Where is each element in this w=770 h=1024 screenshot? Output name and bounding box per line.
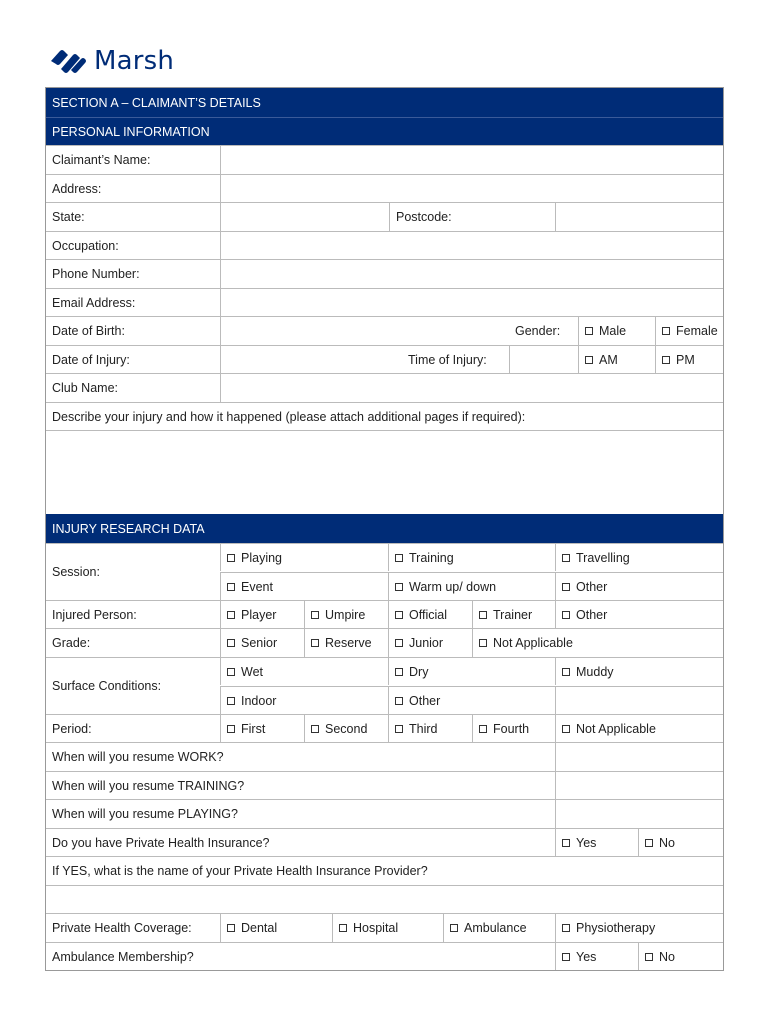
resume-playing-label: When will you resume PLAYING? <box>52 807 238 821</box>
third-checkbox[interactable] <box>395 725 403 733</box>
phone-label: Phone Number: <box>52 267 140 281</box>
describe-label: Describe your injury and how it happened (please attach additional pages if required): <box>52 409 526 424</box>
period-na-option[interactable] <box>555 715 723 742</box>
playing-label: Playing <box>241 550 282 565</box>
person-other-label: Other <box>576 607 608 622</box>
dob-label: Date of Birth: <box>52 324 125 338</box>
reserve-label: Reserve <box>325 636 372 650</box>
postcode-label: Postcode: <box>389 203 555 231</box>
marsh-logo-icon <box>48 48 88 74</box>
am-checkbox[interactable] <box>585 356 593 364</box>
am-label: AM <box>599 352 618 367</box>
dental-label: Dental <box>241 921 278 935</box>
second-label: Second <box>325 721 368 736</box>
ambulance-option[interactable] <box>443 914 555 942</box>
session-other-label: Other <box>576 579 608 594</box>
junior-checkbox[interactable] <box>395 639 403 647</box>
fourth-checkbox[interactable] <box>479 725 487 733</box>
reserve-option[interactable] <box>304 629 388 657</box>
claimant-name-label: Claimant’s Name: <box>52 153 151 167</box>
official-label: Official <box>409 607 447 622</box>
surface-other-checkbox[interactable] <box>395 697 403 705</box>
surface-other-option[interactable] <box>388 687 555 714</box>
resume-training-field[interactable] <box>555 772 723 799</box>
physio-label: Physiotherapy <box>576 921 656 935</box>
grade-row <box>46 628 723 657</box>
doi-label: Date of Injury: <box>52 352 130 367</box>
session-warmup-option[interactable] <box>388 573 555 600</box>
indoor-checkbox[interactable] <box>227 697 235 705</box>
grade-na-option[interactable] <box>472 629 723 657</box>
club-row <box>46 373 723 402</box>
club-label: Club Name: <box>52 381 118 395</box>
surface-row <box>46 657 723 714</box>
gender-label: Gender: <box>515 324 561 338</box>
fourth-option[interactable] <box>472 715 555 742</box>
trainer-label: Trainer <box>493 607 533 622</box>
fourth-label: Fourth <box>493 721 530 736</box>
surface-label: Surface Conditions: <box>52 679 162 693</box>
physio-checkbox[interactable] <box>562 924 570 932</box>
indoor-option[interactable] <box>220 687 388 714</box>
hospital-checkbox[interactable] <box>339 924 347 932</box>
session-label: Session: <box>52 565 100 579</box>
session-training-option[interactable] <box>388 544 555 571</box>
trainer-checkbox[interactable] <box>479 611 487 619</box>
gender-male-option[interactable] <box>578 317 655 345</box>
logo-text: Marsh <box>94 46 175 76</box>
phi-row <box>46 828 723 856</box>
time-of-injury-label: Time of Injury: <box>408 352 487 367</box>
senior-checkbox[interactable] <box>227 639 235 647</box>
state-row <box>46 202 723 231</box>
occupation-label: Occupation: <box>52 238 119 253</box>
third-label: Third <box>409 721 438 736</box>
injury-research-header <box>46 514 723 543</box>
ambulance-membership-question: Ambulance Membership? <box>52 949 194 964</box>
period-na-checkbox[interactable] <box>562 725 570 733</box>
person-other-checkbox[interactable] <box>562 611 570 619</box>
player-label: Player <box>241 607 277 622</box>
personal-info-title: PERSONAL INFORMATION <box>52 124 210 139</box>
dob-row <box>46 316 723 345</box>
grade-label: Grade: <box>52 636 91 650</box>
ambulance-membership-row <box>46 942 723 970</box>
resume-training-row <box>46 771 723 799</box>
time-of-injury-field[interactable] <box>509 346 578 373</box>
ambulance-label: Ambulance <box>464 921 527 935</box>
amb-yes-option[interactable] <box>555 943 638 970</box>
doi-row <box>46 345 723 373</box>
event-checkbox[interactable] <box>227 583 235 591</box>
grade-na-checkbox[interactable] <box>479 639 487 647</box>
physio-option[interactable] <box>555 914 723 942</box>
coverage-row <box>46 913 723 942</box>
dental-checkbox[interactable] <box>227 924 235 932</box>
amb-yes-label: Yes <box>576 949 597 964</box>
second-option[interactable] <box>304 715 388 742</box>
resume-work-field[interactable] <box>555 743 723 771</box>
phi-no-checkbox[interactable] <box>645 839 653 847</box>
email-field[interactable] <box>220 289 723 316</box>
travelling-label: Travelling <box>576 550 630 565</box>
phi-question: Do you have Private Health Insurance? <box>52 835 270 850</box>
claim-form <box>45 87 724 971</box>
phi-no-option[interactable] <box>638 829 723 856</box>
muddy-label: Muddy <box>576 664 614 679</box>
doi-field[interactable] <box>220 346 402 373</box>
phi-no-label: No <box>659 835 675 850</box>
senior-label: Senior <box>241 636 278 650</box>
session-row <box>46 543 723 600</box>
section-a-header <box>46 88 723 117</box>
occupation-row <box>46 231 723 259</box>
state-field[interactable] <box>220 203 389 231</box>
gender-female-option[interactable] <box>655 317 723 345</box>
section-a-title: SECTION A – CLAIMANT’S DETAILS <box>52 95 261 110</box>
session-travelling-option[interactable] <box>555 544 723 571</box>
injured-person-row <box>46 600 723 628</box>
session-other-checkbox[interactable] <box>562 583 570 591</box>
phone-field[interactable] <box>220 260 723 288</box>
male-checkbox[interactable] <box>585 327 593 335</box>
email-label: Email Address: <box>52 295 136 310</box>
phi-yes-option[interactable] <box>555 829 638 856</box>
first-option[interactable] <box>220 715 304 742</box>
address-row <box>46 174 723 202</box>
surface-empty-cell <box>555 687 723 714</box>
third-option[interactable] <box>388 715 472 742</box>
email-row <box>46 288 723 316</box>
injury-research-title: INJURY RESEARCH DATA <box>52 521 205 536</box>
warmup-label: Warm up/ down <box>409 579 497 594</box>
phone-row <box>46 259 723 288</box>
first-label: First <box>241 721 266 736</box>
training-label: Training <box>409 550 454 565</box>
marsh-logo <box>48 44 174 78</box>
pm-checkbox[interactable] <box>662 356 670 364</box>
address-label: Address: <box>52 181 102 196</box>
first-checkbox[interactable] <box>227 725 235 733</box>
pm-option[interactable] <box>655 346 723 373</box>
hospital-label: Hospital <box>353 921 399 935</box>
resume-work-label: When will you resume WORK? <box>52 750 224 764</box>
coverage-label: Private Health Coverage: <box>52 921 192 935</box>
player-checkbox[interactable] <box>227 611 235 619</box>
ambulance-checkbox[interactable] <box>450 924 458 932</box>
player-option[interactable] <box>220 601 304 628</box>
indoor-label: Indoor <box>241 693 277 708</box>
wet-label: Wet <box>241 664 263 679</box>
surface-other-label: Other <box>409 693 441 708</box>
period-na-label: Not Applicable <box>576 721 656 736</box>
reserve-checkbox[interactable] <box>311 639 319 647</box>
phi-name-question: If YES, what is the name of your Private Health Insurance Provider? <box>52 864 428 878</box>
amb-yes-checkbox[interactable] <box>562 953 570 961</box>
occupation-field[interactable] <box>220 232 723 259</box>
pm-label: PM <box>676 352 695 367</box>
junior-label: Junior <box>409 636 444 650</box>
session-playing-option[interactable] <box>220 544 388 571</box>
resume-training-label: When will you resume TRAINING? <box>52 778 245 793</box>
phi-yes-checkbox[interactable] <box>562 839 570 847</box>
playing-checkbox[interactable] <box>227 554 235 562</box>
period-label: Period: <box>52 721 92 736</box>
amb-no-option[interactable] <box>638 943 723 970</box>
second-checkbox[interactable] <box>311 725 319 733</box>
dental-option[interactable] <box>220 914 332 942</box>
describe-row <box>46 402 723 430</box>
phi-name-field[interactable] <box>46 885 723 913</box>
resume-work-row <box>46 742 723 771</box>
resume-playing-row <box>46 799 723 828</box>
muddy-checkbox[interactable] <box>562 668 570 676</box>
resume-playing-field[interactable] <box>555 800 723 828</box>
postcode-field[interactable] <box>555 203 723 231</box>
dry-label: Dry <box>409 664 429 679</box>
claimant-name-row <box>46 145 723 174</box>
female-label: Female <box>676 324 718 338</box>
describe-field[interactable] <box>46 430 723 514</box>
official-option[interactable] <box>388 601 472 628</box>
amb-no-label: No <box>659 949 675 964</box>
trainer-option[interactable] <box>472 601 555 628</box>
claimant-name-field[interactable] <box>220 146 723 174</box>
official-checkbox[interactable] <box>395 611 403 619</box>
event-label: Event <box>241 579 273 594</box>
am-option[interactable] <box>578 346 655 373</box>
male-label: Male <box>599 324 627 338</box>
wet-option[interactable] <box>220 658 388 685</box>
personal-info-header <box>46 117 723 145</box>
muddy-option[interactable] <box>555 658 723 685</box>
person-other-option[interactable] <box>555 601 723 628</box>
session-event-option[interactable] <box>220 573 388 600</box>
warmup-checkbox[interactable] <box>395 583 403 591</box>
address-field[interactable] <box>220 175 723 202</box>
dob-field[interactable] <box>220 317 509 345</box>
female-checkbox[interactable] <box>662 327 670 335</box>
injured-person-label: Injured Person: <box>52 607 137 622</box>
dry-checkbox[interactable] <box>395 668 403 676</box>
session-other-option[interactable] <box>555 573 723 600</box>
phi-yes-label: Yes <box>576 835 597 850</box>
grade-na-label: Not Applicable <box>493 636 573 650</box>
junior-option[interactable] <box>388 629 472 657</box>
period-row <box>46 714 723 742</box>
dry-option[interactable] <box>388 658 555 685</box>
wet-checkbox[interactable] <box>227 668 235 676</box>
umpire-option[interactable] <box>304 601 388 628</box>
umpire-label: Umpire <box>325 607 366 622</box>
hospital-option[interactable] <box>332 914 443 942</box>
phi-name-row <box>46 856 723 885</box>
training-checkbox[interactable] <box>395 554 403 562</box>
amb-no-checkbox[interactable] <box>645 953 653 961</box>
umpire-checkbox[interactable] <box>311 611 319 619</box>
club-field[interactable] <box>220 374 723 402</box>
senior-option[interactable] <box>220 629 304 657</box>
state-label: State: <box>52 210 85 224</box>
travelling-checkbox[interactable] <box>562 554 570 562</box>
